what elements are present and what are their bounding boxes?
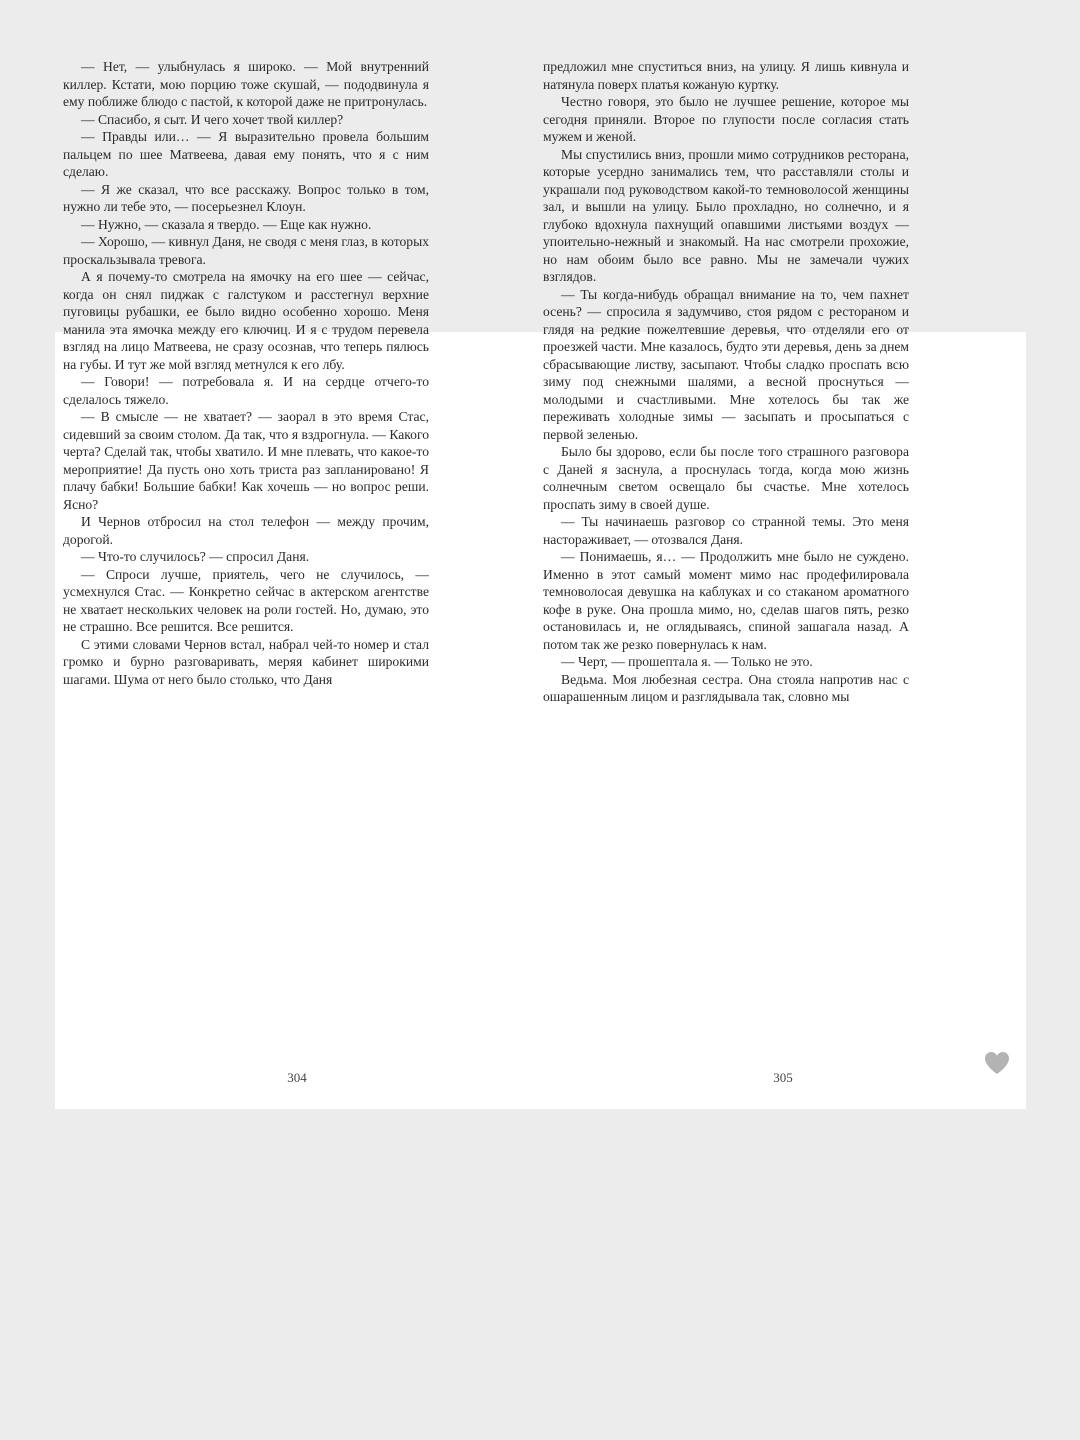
paragraph: — Нет, — улыбнулась я широко. — Мой внутренний киллер. Кстати, мою порцию тоже скушай, — пододвинула я ему поближе блюдо с пастой, к которой даже не притронулась. (63, 59, 429, 109)
page-number-right: 305 (773, 1070, 793, 1085)
paragraph: — В смысле — не хватает? — заорал в это время Стас, сидевший за своим столом. Да так, что я вздрогнула. — Какого черта? Сделай так, чтобы хватило. И мне плевать, что какое-то мероприятие! Да пусть оно хоть триста раз запланировано! Я плачу бабки! Большие бабки! Как хочешь — но вопрос реши. Ясно? (63, 409, 429, 512)
paragraph: С этими словами Чернов встал, набрал чей-то номер и стал громко и бурно разговаривать, меряя кабинет широкими шагами. Шума от него было столько, что Даня (63, 636, 429, 687)
paragraph: А я почему-то смотрела на ямочку на его шее — сейчас, когда он снял пиджак с галстуком и расстегнул верхние пуговицы рубашки, ее было видно особенно хорошо. Меня манила эта ямочка между его ключиц. И я с трудом перевела взгляд на лицо Матвеева, не сразу осознав, что теперь пялюсь на губы. И тут же мой взгляд метнулся к его лбу. (63, 269, 429, 372)
paragraph: — Ты когда-нибудь обращал внимание на то, чем пахнет осень? — спросила я задумчиво, стоя рядом с рестораном и глядя на редкие пожелтевшие деревья, что отделяли его от проезжей части. Мне казалось, будто эти деревья, день за днем сбрасывающие листву, засыпают. Чтобы сладко проспать всю зиму под снежными шалями, а весной проснуться — молодыми и счастливыми. Мне хотелось бы так же переживать холодные зимы — засыпать и просыпаться с первой зеленью. (543, 286, 909, 442)
paragraph: Мы спустились вниз, прошли мимо сотрудников ресторана, которые усердно занимались тем, что расставляли столы и украшали под руководством какой-то темноволосой женщины зал, и вышли на улицу. Было прохладно, но солнечно, и я глубоко вдохнула пахнущий опавшими листьями воздух — упоительно-нежный и знакомый. На нас смотрели прохожие, но нам обоим было все равно. Мы не замечали чужих взглядов. (543, 146, 909, 284)
right-page-text (543, 58, 909, 706)
paragraph: — Я же сказал, что все расскажу. Вопрос только в том, нужно ли тебе это, — посерьезнел Клоун. (63, 181, 429, 214)
page-number-left: 304 (287, 1070, 307, 1085)
paragraph: — Говори! — потребовала я. И на сердце отчего-то сделалось тяжело. (63, 374, 429, 407)
paragraph: — Нужно, — сказала я твердо. — Еще как нужно. (81, 216, 372, 232)
paragraph: — Правды или… — Я выразительно провела большим пальцем по шее Матвеева, давая ему понять, что я с ним сделаю. (63, 129, 429, 179)
left-page-text (63, 58, 429, 688)
paragraph: — Спасибо, я сыт. И чего хочет твой киллер? (81, 111, 344, 127)
heart-icon[interactable] (984, 1051, 1010, 1075)
paragraph: — Спроси лучше, приятель, чего не случилось, — усмехнулся Стас. — Конкретно сейчас в актерском агентстве не хватает нескольких человек на роли гостей. Но, думаю, это не страшно. Все решится. Все решится. (63, 566, 429, 634)
paragraph: — Хорошо, — кивнул Даня, не сводя с меня глаз, в которых проскальзывала тревога. (63, 234, 429, 267)
paragraph: — Ты начинаешь разговор со странной темы. Это меня настораживает, — отозвался Даня. (543, 514, 909, 547)
paragraph: — Понимаешь, я… — Продолжить мне было не суждено. Именно в этот самый момент мимо нас продефилировала темноволосая девушка на каблуках и со стаканом ароматного кофе в руке. Она прошла мимо, но, сделав шагов пять, резко остановилась и, не оглядываясь, спиной зашагала назад. А потом так же резко повернулась к нам. (543, 549, 909, 652)
paragraph: предложил мне спуститься вниз, на улицу. Я лишь кивнула и натянула поверх платья кожаную куртку. (543, 59, 909, 92)
paragraph: И Чернов отбросил на стол телефон — между прочим, дорогой. (63, 514, 429, 547)
paragraph: — Черт, — прошептала я. — Только не это. (561, 654, 813, 669)
paragraph: Честно говоря, это было не лучшее решение, которое мы сегодня приняли. Второе по глупости после согласия стать мужем и женой. (543, 94, 909, 144)
paragraph: — Что-то случилось? — спросил Даня. (81, 549, 310, 564)
paragraph: Было бы здорово, если бы после того страшного разговора с Даней я заснула, а проснулась тогда, когда мою жизнь солнечным светом освещало бы счастье. Мне хотелось проспать зиму в своей душе. (543, 444, 909, 512)
paragraph: Ведьма. Моя любезная сестра. Она стояла напротив нас с ошарашенным лицом и разглядывала так, словно мы (543, 671, 909, 704)
